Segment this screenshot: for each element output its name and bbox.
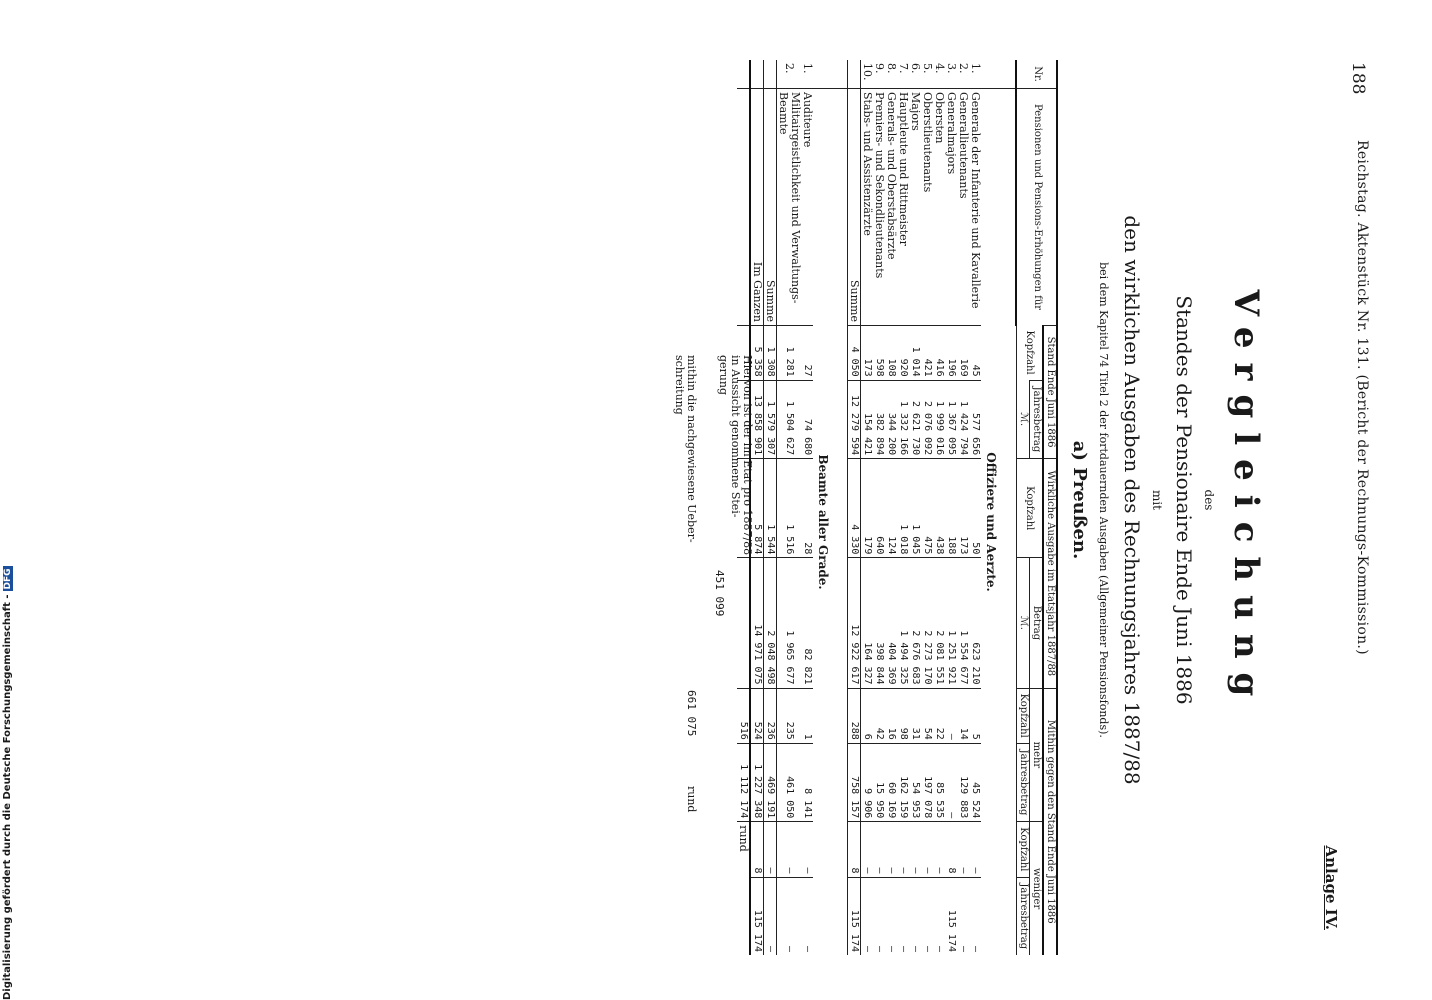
cell: 154 421 — [861, 380, 874, 458]
cell: — — [922, 877, 934, 955]
cell: — — [802, 822, 814, 877]
cell: 2 048 498 — [764, 558, 777, 688]
cell: 115 174 — [848, 877, 861, 955]
cell: 129 883 — [958, 743, 970, 821]
cell: 1 494 325 — [898, 558, 910, 688]
note-line: mithin die nachgewiesene Ueber- — [685, 355, 698, 543]
title-line-kapitel: bei dem Kapitel 74 Titel 2 der fortdauernden Ausgaben (Allgemeiner Pensionsfonds). — [1097, 262, 1110, 738]
cell: 5 874 — [751, 459, 765, 558]
col-mehr: mehr — [1030, 688, 1044, 822]
cell: 577 656 — [970, 380, 982, 458]
cell: 45 524 — [970, 743, 982, 821]
cell: 115 174 — [946, 877, 958, 955]
cell: 169 — [958, 326, 970, 381]
section-heading: a) Preußen. — [1069, 440, 1090, 560]
col-jahresbetrag: Jahresbetrag — [1017, 877, 1030, 955]
table-row — [886, 60, 898, 955]
cell: 162 159 — [898, 743, 910, 821]
col-stand: Stand Ende Juni 1886 — [1043, 326, 1057, 459]
cell: 1 281 — [777, 326, 802, 381]
cell: 1 332 166 — [898, 380, 910, 458]
cell: 85 535 — [934, 743, 946, 821]
cell: 124 — [886, 459, 898, 558]
section-officers — [982, 89, 1017, 956]
cell: — — [958, 822, 970, 877]
digitization-footer — [2, 566, 13, 1000]
cell: — — [934, 822, 946, 877]
cell: 382 894 — [874, 380, 886, 458]
cell: 1 579 307 — [764, 380, 777, 458]
cell: 288 — [848, 688, 861, 743]
cell: 173 — [861, 326, 874, 381]
table-row — [934, 60, 946, 955]
cell: 398 844 — [874, 558, 886, 688]
cell: — — [970, 877, 982, 955]
page-number: 188 — [1348, 62, 1368, 95]
row-nr: 1. — [801, 63, 815, 74]
table-row — [802, 60, 814, 955]
cell: 54 — [922, 688, 934, 743]
cell: 1 308 — [764, 326, 777, 381]
cell: — — [777, 822, 802, 877]
cell: 623 210 — [970, 558, 982, 688]
note-value: 451 099 — [713, 570, 726, 617]
cell: 188 — [946, 459, 958, 558]
cell: — — [898, 822, 910, 877]
cell: 14 — [958, 688, 970, 743]
table-row — [861, 60, 874, 955]
total-label: Im Ganzen — [751, 89, 765, 326]
cell: 13 858 901 — [751, 380, 765, 458]
title-line-des: des — [1202, 489, 1216, 511]
cell: 8 141 — [802, 743, 814, 821]
cell: 115 174 — [751, 877, 765, 955]
row-nr: 4. — [933, 63, 947, 74]
col-mithin: Mithin gegen den Stand Ende Juni 1886 — [1043, 688, 1057, 955]
note-value: 661 075 — [685, 690, 698, 737]
cell: 45 — [970, 326, 982, 381]
cell: 179 — [861, 459, 874, 558]
col-jahresbetrag: Jahresbetrag — [1030, 380, 1044, 458]
note-line: in Aussicht genommene Stei- — [729, 355, 742, 518]
sum-label: Summe — [764, 89, 777, 326]
cell: 421 — [922, 326, 934, 381]
row-label: Generals- und Oberstabsärzte — [886, 89, 898, 326]
table-row — [922, 60, 934, 955]
cell: — — [946, 688, 958, 743]
cell: — — [922, 822, 934, 877]
cell: 2 676 683 — [910, 558, 922, 688]
title-line-ausgaben: den wirklichen Ausgaben des Rechnungsjahres 1887/88 — [1120, 215, 1144, 785]
col-betrag: Betrag — [1030, 558, 1044, 688]
cell: 22 — [934, 688, 946, 743]
cell: 416 — [934, 326, 946, 381]
col-weniger: weniger — [1030, 822, 1044, 955]
cell: 1 — [802, 688, 814, 743]
cell: — — [970, 822, 982, 877]
row-nr: 9. — [873, 63, 887, 74]
cell: 1 544 — [764, 459, 777, 558]
cell: — — [777, 877, 802, 955]
cell: 196 — [946, 326, 958, 381]
cell: — — [898, 877, 910, 955]
cell: 9 906 — [861, 743, 874, 821]
section-row — [814, 60, 849, 955]
cell: 1 965 677 — [777, 558, 802, 688]
cell: — — [874, 877, 886, 955]
cell: 28 — [802, 459, 814, 558]
col-unit: ℳ. — [1017, 380, 1030, 458]
cell: 15 950 — [874, 743, 886, 821]
cell: 5 358 — [751, 326, 765, 381]
note-line: schreitung — [673, 355, 686, 415]
row-label: Premiers- und Sekondlieutenants — [874, 89, 886, 326]
cell: 1 999 016 — [934, 380, 946, 458]
cell: 524 — [751, 688, 765, 743]
section-officers-label: Offiziere und Aerzte. — [984, 452, 999, 592]
cell: 2 081 551 — [934, 558, 946, 688]
cell: 1 367 095 — [946, 380, 958, 458]
row-label: Oberstlieutenants — [922, 89, 934, 326]
cell: 8 — [946, 822, 958, 877]
sum-row — [764, 60, 777, 955]
cell: 31 — [910, 688, 922, 743]
cell: — — [861, 822, 874, 877]
cell: 469 191 — [764, 743, 777, 821]
row-nr: 1. — [969, 63, 983, 74]
document-title: Vergleichung — [1226, 289, 1266, 711]
cell: 12 279 594 — [848, 380, 861, 458]
col-kopfzahl: Kopfzahl — [1017, 326, 1044, 381]
cell: 173 — [958, 459, 970, 558]
row-nr: 2. — [783, 63, 797, 74]
cell: 1 504 627 — [777, 380, 802, 458]
row-label: Generale der Infanterie und Kavallerie — [970, 89, 982, 326]
cell: 8 — [751, 822, 765, 877]
net-suffix: rund — [738, 822, 751, 955]
cell: — — [764, 877, 777, 955]
cell: 475 — [922, 459, 934, 558]
cell: 2 273 170 — [922, 558, 934, 688]
cell: 8 — [848, 822, 861, 877]
cell: 197 078 — [922, 743, 934, 821]
sum-row — [848, 60, 861, 955]
cell: 6 — [861, 688, 874, 743]
col-kopfzahl: Kopfzahl — [1017, 459, 1044, 558]
cell: — — [910, 877, 922, 955]
cell: 164 327 — [861, 558, 874, 688]
row-label: Majors — [910, 89, 922, 326]
cell: — — [886, 822, 898, 877]
cell: 2 621 730 — [910, 380, 922, 458]
cell: 1 424 794 — [958, 380, 970, 458]
cell: 60 169 — [886, 743, 898, 821]
dfg-logo: DFG — [3, 568, 13, 590]
running-title: Reichstag. Aktenstück Nr. 131. (Bericht der Rechnungs-Kommission.) — [1354, 140, 1370, 655]
title-line-stand: Standes der Pensionaire Ende Juni 1886 — [1172, 295, 1196, 705]
appendix-label: Anlage IV. — [1322, 845, 1340, 930]
cell: 2 076 092 — [922, 380, 934, 458]
footer-text: Digitalisierung gefördert durch die Deutsche Forschungsgemeinschaft - — [2, 594, 13, 1000]
cell: 74 680 — [802, 380, 814, 458]
cell: 42 — [874, 688, 886, 743]
cell: 1 014 — [910, 326, 922, 381]
cell: 50 — [970, 459, 982, 558]
cell: 404 369 — [886, 558, 898, 688]
col-jahresbetrag: Jahresbetrag — [1017, 743, 1030, 821]
table-row — [777, 60, 802, 955]
cell: 14 971 075 — [751, 558, 765, 688]
cell: 461 050 — [777, 743, 802, 821]
col-unit: ℳ. — [1017, 558, 1030, 688]
cell: 1 045 — [910, 459, 922, 558]
cell: 438 — [934, 459, 946, 558]
cell: 98 — [898, 688, 910, 743]
table-row — [946, 60, 958, 955]
title-line-mit: mit — [1150, 489, 1164, 511]
row-label: Generallieutenants — [958, 89, 970, 326]
note-line: gerung — [717, 355, 730, 396]
cell: 4 330 — [848, 459, 861, 558]
cell: 1 516 — [777, 459, 802, 558]
cell: — — [946, 743, 958, 821]
table-row — [958, 60, 970, 955]
cell: 920 — [898, 326, 910, 381]
cell: 1 554 677 — [958, 558, 970, 688]
cell: 640 — [874, 459, 886, 558]
col-kopfzahl: Kopfzahl — [1017, 822, 1030, 877]
row-nr: 7. — [897, 63, 911, 74]
row-label: Obersten — [934, 89, 946, 326]
col-kopfzahl: Kopfzahl — [1017, 688, 1030, 743]
cell: 16 — [886, 688, 898, 743]
cell: 82 821 — [802, 558, 814, 688]
cell: 5 — [970, 688, 982, 743]
cell: 344 200 — [886, 380, 898, 458]
table-row — [970, 60, 982, 955]
cell: 4 050 — [848, 326, 861, 381]
row-label: Militairgeistlichkeit und Verwaltungs-Beamte — [777, 89, 802, 326]
cell: 235 — [777, 688, 802, 743]
net-amount: 1 112 174 — [738, 743, 751, 821]
col-personen: Pensionen und Pensions-Erhöhungen für — [1017, 89, 1058, 326]
section-row — [982, 60, 1017, 955]
row-nr: 5. — [921, 63, 935, 74]
cell: 758 157 — [848, 743, 861, 821]
row-label: Stabs- und Assistenzärzte — [861, 89, 874, 326]
sum-label: Summe — [848, 89, 861, 326]
table-row — [910, 60, 922, 955]
row-label: Auditeure — [802, 89, 814, 326]
row-nr: 3. — [945, 63, 959, 74]
cell: — — [764, 822, 777, 877]
row-nr: 8. — [885, 63, 899, 74]
row-label: Hauptleute und Rittmeister — [898, 89, 910, 326]
cell: — — [874, 822, 886, 877]
table-row — [898, 60, 910, 955]
comparison-table — [738, 60, 1059, 955]
note-line: Hiervon ist der im Etat pro 1887/88 — [741, 355, 754, 556]
row-nr: 2. — [957, 63, 971, 74]
row-label: Generalmajors — [946, 89, 958, 326]
cell: 108 — [886, 326, 898, 381]
cell: — — [934, 877, 946, 955]
col-ausgabe: Wirkliche Ausgabe im Etatsjahr 1887/88 — [1043, 459, 1057, 688]
section-officials: Beamte aller Grade. — [814, 89, 849, 956]
row-nr: 10. — [861, 63, 875, 81]
cell: — — [910, 822, 922, 877]
cell: 54 953 — [910, 743, 922, 821]
cell: — — [802, 877, 814, 955]
cell: 598 — [874, 326, 886, 381]
cell: — — [861, 877, 874, 955]
note-suffix: rund — [685, 786, 698, 813]
cell: 27 — [802, 326, 814, 381]
cell: 1 227 348 — [751, 743, 765, 821]
cell: 1 251 921 — [946, 558, 958, 688]
table-row — [874, 60, 886, 955]
cell: 1 018 — [898, 459, 910, 558]
net-count: 516 — [738, 688, 751, 743]
cell: — — [958, 877, 970, 955]
cell: 12 922 617 — [848, 558, 861, 688]
row-nr: 6. — [909, 63, 923, 74]
cell: — — [886, 877, 898, 955]
table-header-row — [1043, 60, 1057, 955]
cell: 236 — [764, 688, 777, 743]
col-nr: Nr. — [1017, 60, 1058, 89]
